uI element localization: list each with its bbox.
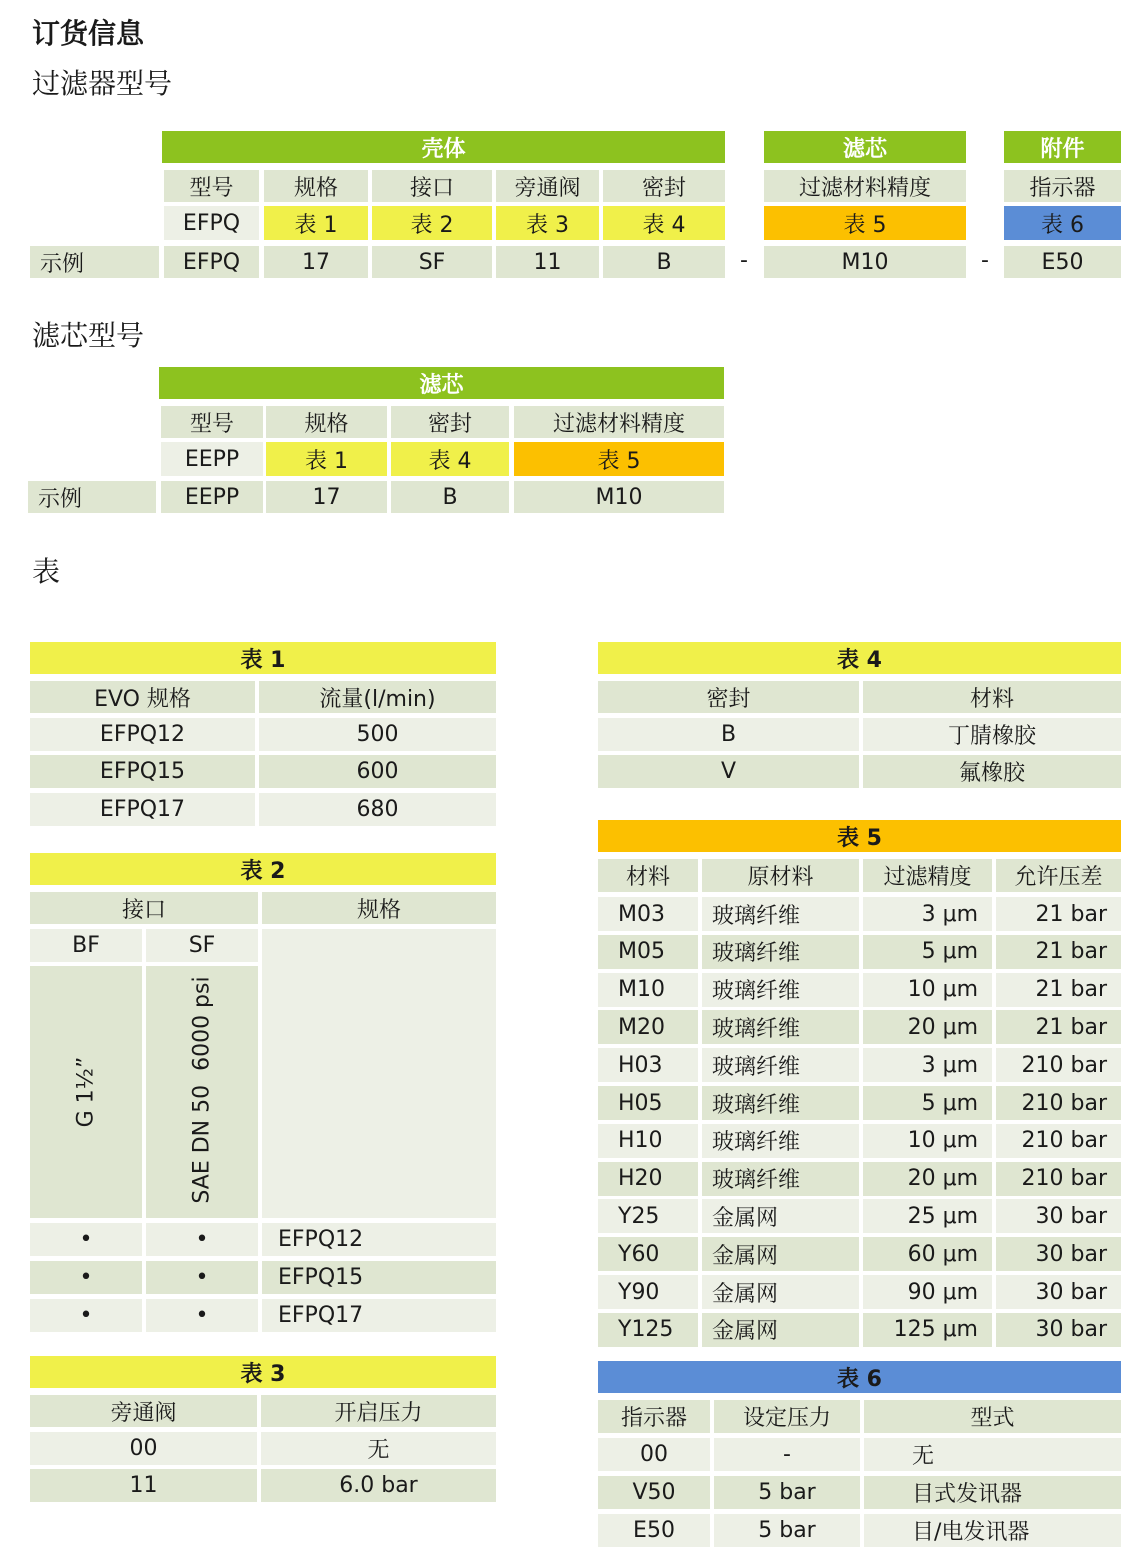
table-cell: -: [714, 1438, 860, 1471]
group-element: 滤芯: [764, 131, 966, 163]
table-cell: 氟橡胶: [863, 755, 1121, 788]
table5-filter-grade: 20 μm: [863, 1010, 992, 1044]
table5-max-dp: 210 bar: [996, 1124, 1121, 1158]
table-cell: V50: [598, 1476, 710, 1509]
header-size: 规格: [266, 406, 387, 438]
example-label: 示例: [28, 481, 156, 513]
table5-material-code: H20: [598, 1162, 698, 1196]
bf-spec-text: G 1½”: [73, 1056, 99, 1128]
header-port: 接口: [30, 892, 258, 924]
ref-table5[interactable]: 表 5: [764, 206, 966, 240]
table5-material-code: Y25: [598, 1199, 698, 1233]
table5-material-code: H05: [598, 1086, 698, 1120]
table5-raw-material: 金属网: [702, 1237, 859, 1271]
table5-filter-grade: 10 μm: [863, 1124, 992, 1158]
table5-filter-grade: 5 μm: [863, 1086, 992, 1120]
table5-filter-grade: 5 μm: [863, 935, 992, 969]
table5-filter-grade: 90 μm: [863, 1275, 992, 1309]
table5-raw-material: 金属网: [702, 1275, 859, 1309]
table5-filter-grade: 60 μm: [863, 1237, 992, 1271]
table-cell: 600: [259, 755, 496, 788]
table5-filter-grade: 25 μm: [863, 1199, 992, 1233]
table-cell: E50: [598, 1514, 710, 1547]
table5-filter-grade: 20 μm: [863, 1162, 992, 1196]
table-cell: EFPQ15: [30, 755, 255, 788]
ref-table3[interactable]: 表 3: [496, 206, 599, 240]
separator: -: [981, 248, 989, 273]
table-cell: •: [146, 1223, 258, 1256]
table-title: 表 2: [30, 853, 496, 885]
header-evo-size: EVO 规格: [30, 681, 255, 713]
ref-table4[interactable]: 表 4: [603, 206, 725, 240]
ref-table5[interactable]: 表 5: [514, 442, 724, 476]
table5-raw-material: 金属网: [702, 1199, 859, 1233]
table-cell: EFPQ12: [262, 1223, 496, 1256]
table-cell: 680: [259, 793, 496, 826]
header-type: 型式: [864, 1400, 1121, 1433]
ref-table2[interactable]: 表 2: [372, 206, 492, 240]
table5-filter-grade: 10 μm: [863, 973, 992, 1007]
table5-filter-grade: 3 μm: [863, 1048, 992, 1082]
table-cell: 00: [598, 1438, 710, 1471]
header-indicator: 指示器: [1004, 170, 1121, 202]
table5-max-dp: 21 bar: [996, 897, 1121, 931]
table5-filter-grade: 125 μm: [863, 1313, 992, 1347]
table5-material-code: M05: [598, 935, 698, 969]
header-opening-pressure: 开启压力: [261, 1395, 496, 1427]
group-housing: 壳体: [162, 131, 725, 163]
table-title: 表 5: [598, 820, 1121, 852]
table-cell: EFPQ15: [262, 1261, 496, 1294]
table5-raw-material: 玻璃纤维: [702, 1124, 859, 1158]
table-cell: 5 bar: [714, 1514, 860, 1547]
table5-max-dp: 30 bar: [996, 1199, 1121, 1233]
bf-spec-cell: [30, 966, 142, 1218]
size-column-blank: [262, 929, 496, 1218]
table5-max-dp: 21 bar: [996, 973, 1121, 1007]
table5-raw-material: 玻璃纤维: [702, 1086, 859, 1120]
table-cell: •: [146, 1299, 258, 1332]
table5-max-dp: 210 bar: [996, 1086, 1121, 1120]
table5-max-dp: 30 bar: [996, 1313, 1121, 1347]
header-set-pressure: 设定压力: [714, 1400, 860, 1433]
example-label: 示例: [30, 246, 159, 278]
header-indicator: 指示器: [598, 1400, 710, 1433]
table-cell: •: [30, 1299, 142, 1332]
header-filter-grade: 过滤材料精度: [764, 170, 966, 202]
ref-type: EEPP: [161, 442, 263, 476]
table5-max-dp: 21 bar: [996, 935, 1121, 969]
table-title: 表 3: [30, 1356, 496, 1388]
table5-raw-material: 玻璃纤维: [702, 897, 859, 931]
group-element: 滤芯: [159, 367, 724, 399]
ref-table1[interactable]: 表 1: [264, 206, 368, 240]
table-cell: 6.0 bar: [261, 1469, 496, 1502]
table5-material-code: Y90: [598, 1275, 698, 1309]
filter-model-heading: 过滤器型号: [32, 67, 173, 100]
ref-table1[interactable]: 表 1: [266, 442, 387, 476]
table5-max-dp: 30 bar: [996, 1237, 1121, 1271]
table-cell: 无: [864, 1438, 1121, 1471]
table-cell: EFPQ17: [30, 793, 255, 826]
header-material: 材料: [863, 681, 1121, 713]
sf-spec-cell: [146, 966, 258, 1218]
table-cell: •: [146, 1261, 258, 1294]
table-cell: EFPQ12: [30, 718, 255, 751]
header-raw-material: 原材料: [702, 859, 859, 892]
header-material: 材料: [598, 859, 698, 892]
example-size: 17: [264, 246, 368, 278]
header-type: 型号: [161, 406, 263, 438]
table5-material-code: M03: [598, 897, 698, 931]
table-cell: 00: [30, 1432, 257, 1465]
table5-max-dp: 210 bar: [996, 1048, 1121, 1082]
example-type: EEPP: [161, 481, 263, 513]
example-type: EFPQ: [164, 246, 259, 278]
example-filter-grade: M10: [764, 246, 966, 278]
header-flow: 流量(l/min): [259, 681, 496, 713]
group-accessory: 附件: [1004, 131, 1121, 163]
header-size: 规格: [264, 170, 368, 202]
page-title: 订货信息: [32, 17, 145, 50]
example-indicator: E50: [1004, 246, 1121, 278]
subheader-sf: SF: [146, 929, 258, 962]
header-port: 接口: [372, 170, 492, 202]
table-cell: •: [30, 1261, 142, 1294]
table-cell: 丁腈橡胶: [863, 718, 1121, 751]
header-filter-grade: 过滤精度: [863, 859, 992, 892]
table-cell: 500: [259, 718, 496, 751]
example-bypass: 11: [496, 246, 599, 278]
table-cell: 无: [261, 1432, 496, 1465]
ref-type: EFPQ: [164, 206, 259, 240]
header-filter-grade: 过滤材料精度: [514, 406, 724, 438]
header-type: 型号: [164, 170, 259, 202]
table5-raw-material: 玻璃纤维: [702, 935, 859, 969]
table-cell: •: [30, 1223, 142, 1256]
table5-raw-material: 玻璃纤维: [702, 1048, 859, 1082]
example-seal: B: [391, 481, 509, 513]
table5-material-code: M10: [598, 973, 698, 1007]
ref-table6[interactable]: 表 6: [1004, 206, 1121, 240]
table5-material-code: Y60: [598, 1237, 698, 1271]
table5-material-code: M20: [598, 1010, 698, 1044]
header-size: 规格: [262, 892, 496, 924]
subheader-bf: BF: [30, 929, 142, 962]
table-cell: B: [598, 718, 859, 751]
header-bypass: 旁通阀: [496, 170, 599, 202]
tables-heading: 表: [32, 555, 61, 588]
table5-raw-material: 玻璃纤维: [702, 1010, 859, 1044]
header-seal: 密封: [391, 406, 509, 438]
table5-material-code: H03: [598, 1048, 698, 1082]
example-filter-grade: M10: [514, 481, 724, 513]
table5-raw-material: 金属网: [702, 1313, 859, 1347]
table-cell: 11: [30, 1469, 257, 1502]
header-bypass: 旁通阀: [30, 1395, 257, 1427]
table5-filter-grade: 3 μm: [863, 897, 992, 931]
example-seal: B: [603, 246, 725, 278]
table-cell: 目式发讯器: [864, 1476, 1121, 1509]
table5-raw-material: 玻璃纤维: [702, 1162, 859, 1196]
example-port: SF: [372, 246, 492, 278]
table-title: 表 4: [598, 642, 1121, 674]
header-seal: 密封: [603, 170, 725, 202]
table5-max-dp: 21 bar: [996, 1010, 1121, 1044]
ref-table4[interactable]: 表 4: [391, 442, 509, 476]
table5-material-code: H10: [598, 1124, 698, 1158]
header-max-dp: 允许压差: [996, 859, 1121, 892]
table-cell: 5 bar: [714, 1476, 860, 1509]
separator: -: [740, 248, 748, 273]
element-model-heading: 滤芯型号: [32, 319, 145, 352]
table-title: 表 6: [598, 1361, 1121, 1393]
table5-material-code: Y125: [598, 1313, 698, 1347]
header-seal: 密封: [598, 681, 859, 713]
table-title: 表 1: [30, 642, 496, 674]
table-cell: 目/电发讯器: [864, 1514, 1121, 1547]
example-size: 17: [266, 481, 387, 513]
table-cell: V: [598, 755, 859, 788]
table5-raw-material: 玻璃纤维: [702, 973, 859, 1007]
table-cell: EFPQ17: [262, 1299, 496, 1332]
sf-spec-text: SAE DN 50 6000 psi: [189, 976, 215, 1204]
table5-max-dp: 30 bar: [996, 1275, 1121, 1309]
table5-max-dp: 210 bar: [996, 1162, 1121, 1196]
